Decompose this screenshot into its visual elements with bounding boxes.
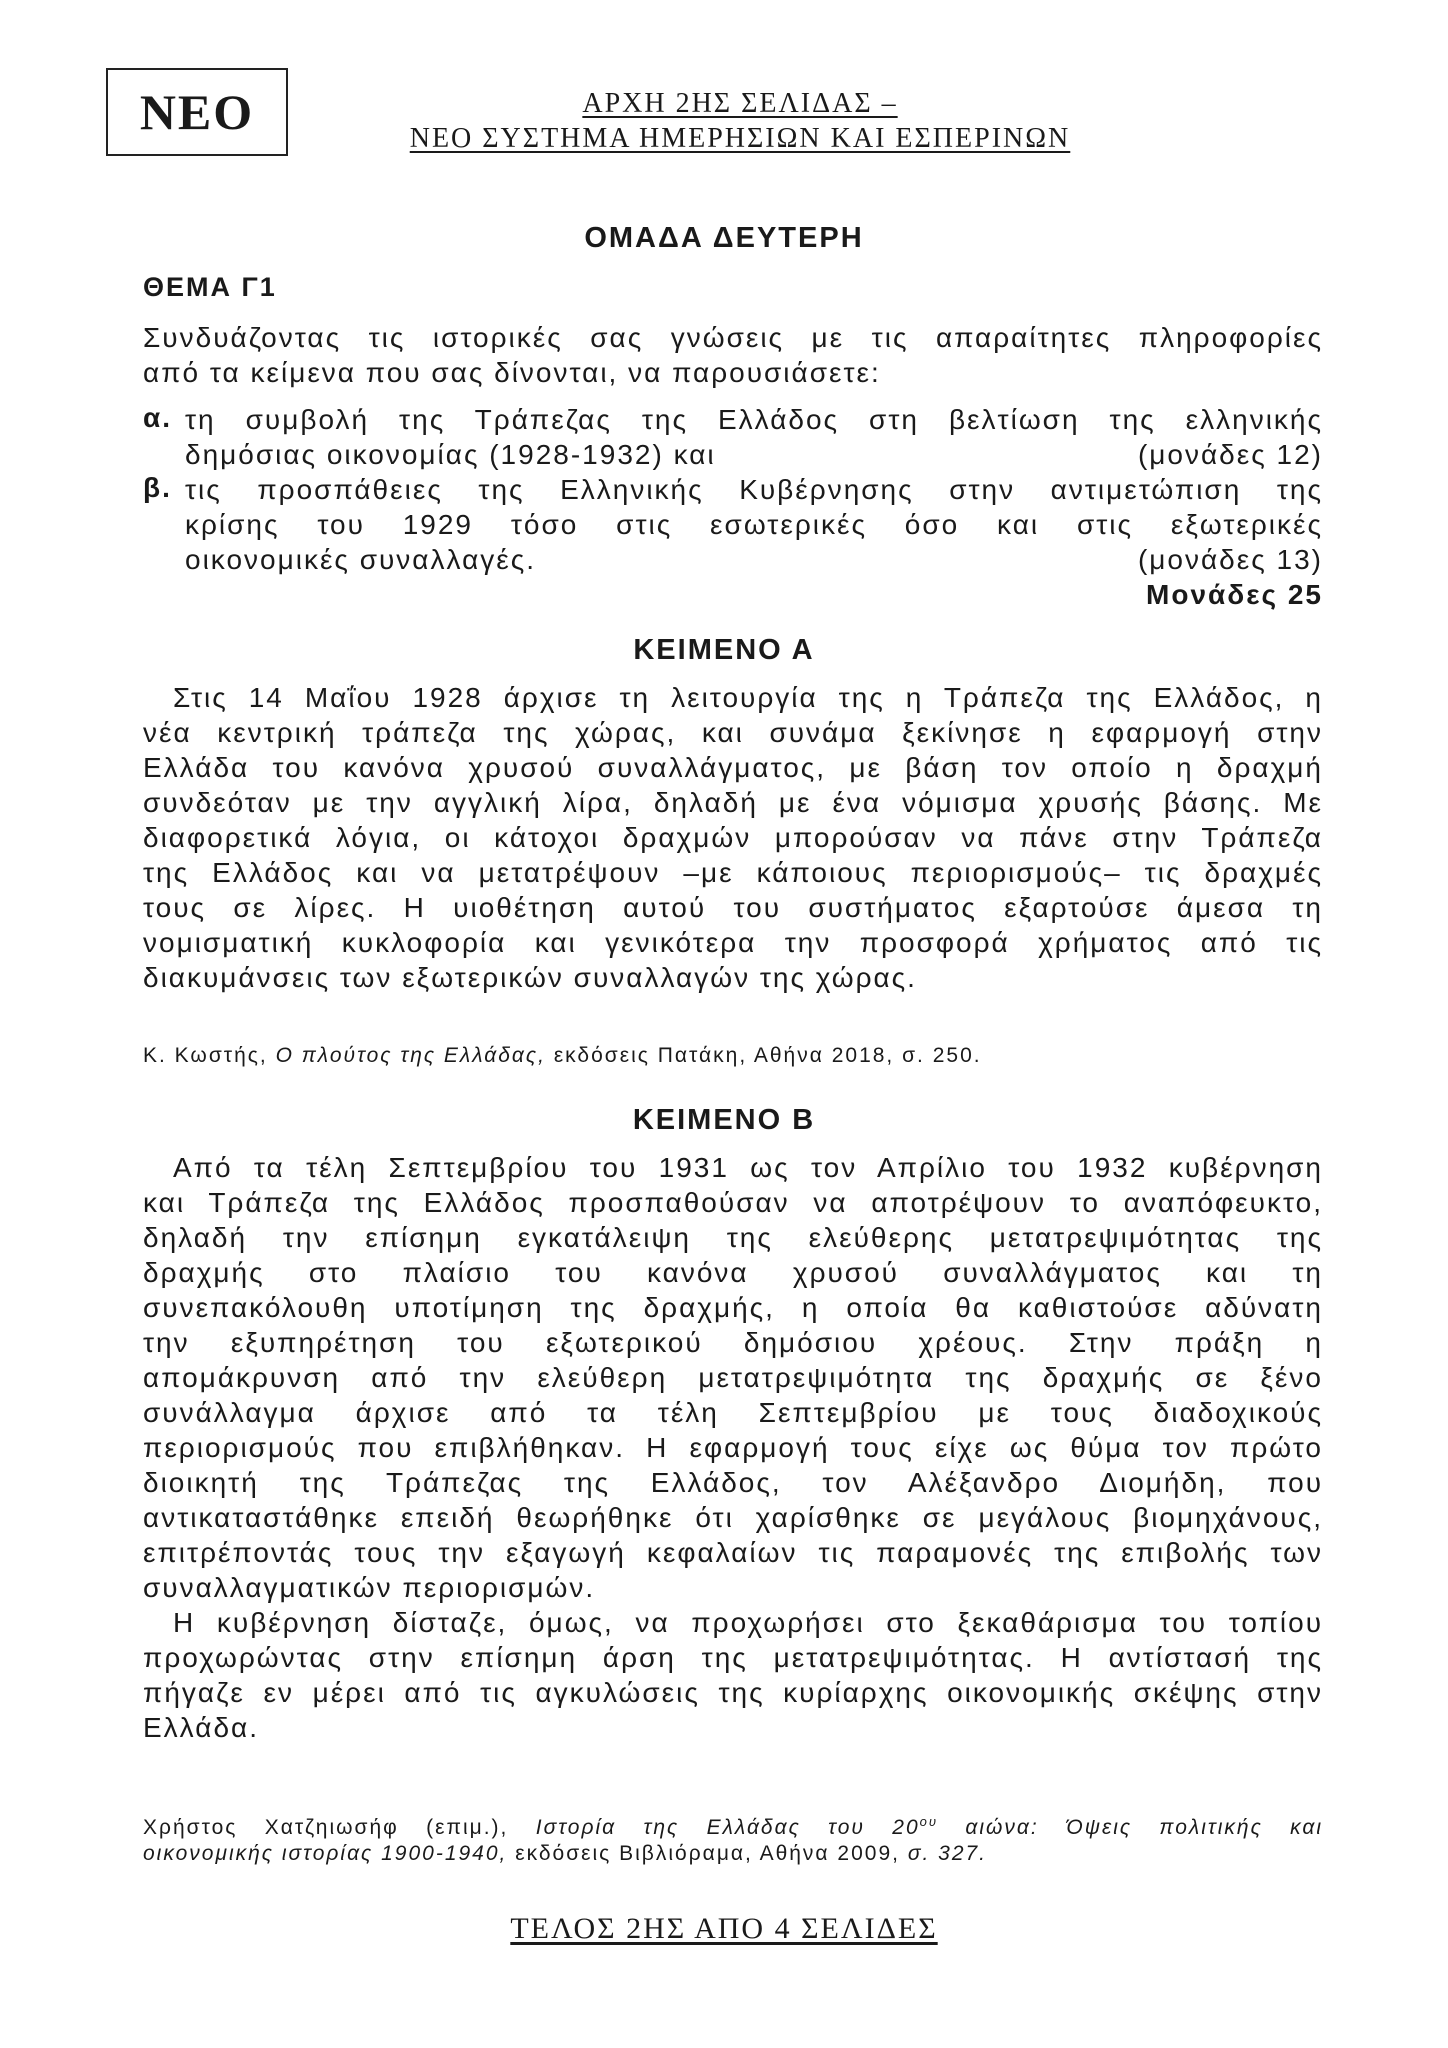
text-line: Ελλάδα του κανόνα χρυσού συναλλάγματος, με βάση τον οποίο η δραχμή [143, 752, 1323, 783]
text-line: της Ελλάδος και να μετατρέψουν –με κάποιους περιορισμούς– τις δραχμές [143, 857, 1323, 888]
text-line: συνάλλαγμα άρχισε από τα τέλη Σεπτεμβρίου με τους διαδοχικούς [143, 1397, 1323, 1428]
item-line: τη συμβολή της Τράπεζας της Ελλάδος στη βελτίωση της ελληνικής [185, 404, 1323, 435]
item-line: οικονομικές συναλλαγές. [185, 544, 537, 575]
text-line: διοικητή της Τράπεζας της Ελλάδος, τον Αλέξανδρο Διομήδη, που [143, 1467, 1323, 1498]
text-line: Στις 14 Μαΐου 1928 άρχισε τη λειτουργία της η Τράπεζα της Ελλάδος, η [173, 682, 1323, 713]
source-title: Ο πλούτος της Ελλάδας, [275, 1044, 546, 1067]
text-line: δραχμής στο πλαίσιο του κανόνα χρυσού συναλλάγματος και τη [143, 1257, 1323, 1288]
text-line: Από τα τέλη Σεπτεμβρίου του 1931 ως τον Απρίλιο του 1932 κυβέρνηση [173, 1152, 1323, 1183]
text-line: επιτρέποντάς τους την εξαγωγή κεφαλαίων τις παραμονές της επιβολής των [143, 1537, 1323, 1568]
text-line: συναλλαγματικών περιορισμών. [143, 1572, 596, 1603]
text-line: Η κυβέρνηση δίσταζε, όμως, να προχωρήσει στο ξεκαθάρισμα του τοπίου [173, 1607, 1323, 1638]
text-line: συνδεόταν με την αγγλική λίρα, δηλαδή με ένα νόμισμα χρυσής βάσης. Με [143, 787, 1323, 818]
source-author: Χρήστος Χατζηιωσήφ (επιμ.), [143, 1816, 509, 1839]
text-line: Ελλάδα. [143, 1712, 259, 1743]
text-b-heading: ΚΕΙΜΕΝΟ Β [632, 1104, 816, 1136]
text-line: απομάκρυνση από την ελεύθερη μετατρεψιμότητα της δραχμής σε ξένο [143, 1362, 1323, 1393]
source-title-part: αιώνα: Όψεις πολιτικής και [965, 1816, 1324, 1839]
text-line: περιορισμούς που επιβλήθηκαν. Η εφαρμογή τους είχε ως θύμα τον πρώτο [143, 1432, 1323, 1463]
question-item-b [143, 472, 1323, 577]
item-row [185, 437, 1323, 472]
source-page: σ. 327. [907, 1842, 988, 1865]
page-footer: ΤΕΛΟΣ 2ΗΣ ΑΠΟ 4 ΣΕΛΙΔΕΣ [510, 1912, 938, 1945]
source-title-part: Ιστορία της Ελλάδας του 20 [535, 1816, 920, 1839]
question-intro [143, 320, 1323, 390]
text-line: τους σε λίρες. Η υιοθέτηση αυτού του συστήματος εξαρτούσε άμεσα τη [143, 892, 1323, 923]
text-a-body [143, 680, 1323, 995]
units-label: (μονάδες 12) [1137, 439, 1323, 470]
page-header-line1: ΑΡΧΗ 2ΗΣ ΣΕΛΙΔΑΣ – [582, 88, 898, 119]
total-units: Μονάδες 25 [1146, 579, 1323, 610]
text-line: νομισματική κυκλοφορία και γενικότερα την προσφορά χρήματος από τις [143, 927, 1323, 958]
neo-badge: ΝΕΟ [106, 68, 288, 156]
item-line: δημόσιας οικονομίας (1928-1932) και [185, 439, 716, 470]
intro-line: Συνδυάζοντας τις ιστορικές σας γνώσεις με τις απαραίτητες πληροφορίες [143, 322, 1323, 353]
text-line: δηλαδή την επίσημη εγκατάλειψη της ελεύθερης μετατρεψιμότητας της [143, 1222, 1323, 1253]
item-line: τις προσπάθειες της Ελληνικής Κυβέρνησης στην αντιμετώπιση της [185, 474, 1323, 505]
topic-title: ΘΕΜΑ Γ1 [143, 272, 277, 302]
text-line: προχωρώντας στην επίσημη άρση της μετατρεψιμότητας. Η αντίστασή της [143, 1642, 1323, 1673]
text-b-source [143, 1806, 1323, 1870]
text-line: διακυμάνσεις των εξωτερικών συναλλαγών της χώρας. [143, 962, 917, 993]
text-a-source [143, 1044, 1323, 1068]
item-line: κρίσης του 1929 τόσο στις εσωτερικές όσο και στις εξωτερικές [185, 509, 1323, 540]
source-publisher: εκδόσεις Πατάκη, Αθήνα 2018, σ. 250. [553, 1044, 982, 1067]
item-letter: β. [143, 472, 172, 503]
source-publisher: εκδόσεις Βιβλιόραμα, Αθήνα 2009, [515, 1842, 900, 1865]
source-title-part: οικονομικής ιστορίας 1900-1940, [143, 1842, 508, 1865]
intro-line: από τα κείμενα που σας δίνονται, να παρουσιάσετε: [143, 357, 881, 388]
text-line: και Τράπεζα της Ελλάδος προσπαθούσαν να αποτρέψουν το αναπόφευκτο, [143, 1187, 1323, 1218]
text-line: νέα κεντρική τράπεζα της χώρας, και συνάμα ξεκίνησε η εφαρμογή στην [143, 717, 1323, 748]
text-line: την εξυπηρέτηση του εξωτερικού δημόσιου χρέους. Στην πράξη η [143, 1327, 1323, 1358]
text-line: συνεπακόλουθη υποτίμηση της δραχμής, η οποία θα καθιστούσε αδύνατη [143, 1292, 1323, 1323]
source-author: Κ. Κωστής, [143, 1044, 268, 1067]
units-label: (μονάδες 13) [1137, 544, 1323, 575]
source-line [143, 1806, 1323, 1838]
text-line: πήγαζε εν μέρει από τις αγκυλώσεις της κυρίαρχης οικονομικής σκέψης στην [143, 1677, 1323, 1708]
source-line [143, 1838, 1323, 1870]
source-title [536, 1816, 1323, 1839]
text-line: αντικαταστάθηκε επειδή θεωρήθηκε ότι χαρίσθηκε σε μεγάλους βιομηχάνους, [143, 1502, 1323, 1533]
text-b-body [143, 1150, 1323, 1745]
question-items [143, 402, 1323, 612]
text-line: διαφορετικά λόγια, οι κάτοχοι δραχμών μπορούσαν να πάνε στην Τράπεζα [143, 822, 1323, 853]
group-title: ΟΜΑΔΑ ΔΕΥΤΕΡΗ [584, 222, 864, 254]
page-header-line2: ΝΕΟ ΣΥΣΤΗΜΑ ΗΜΕΡΗΣΙΩΝ ΚΑΙ ΕΣΠΕΡΙΝΩΝ [409, 123, 1071, 154]
item-row [185, 542, 1323, 577]
source-superscript: ου [919, 1814, 939, 1829]
question-item-a [143, 402, 1323, 472]
text-a-heading: ΚΕΙΜΕΝΟ Α [633, 634, 815, 666]
item-letter: α. [143, 402, 172, 433]
